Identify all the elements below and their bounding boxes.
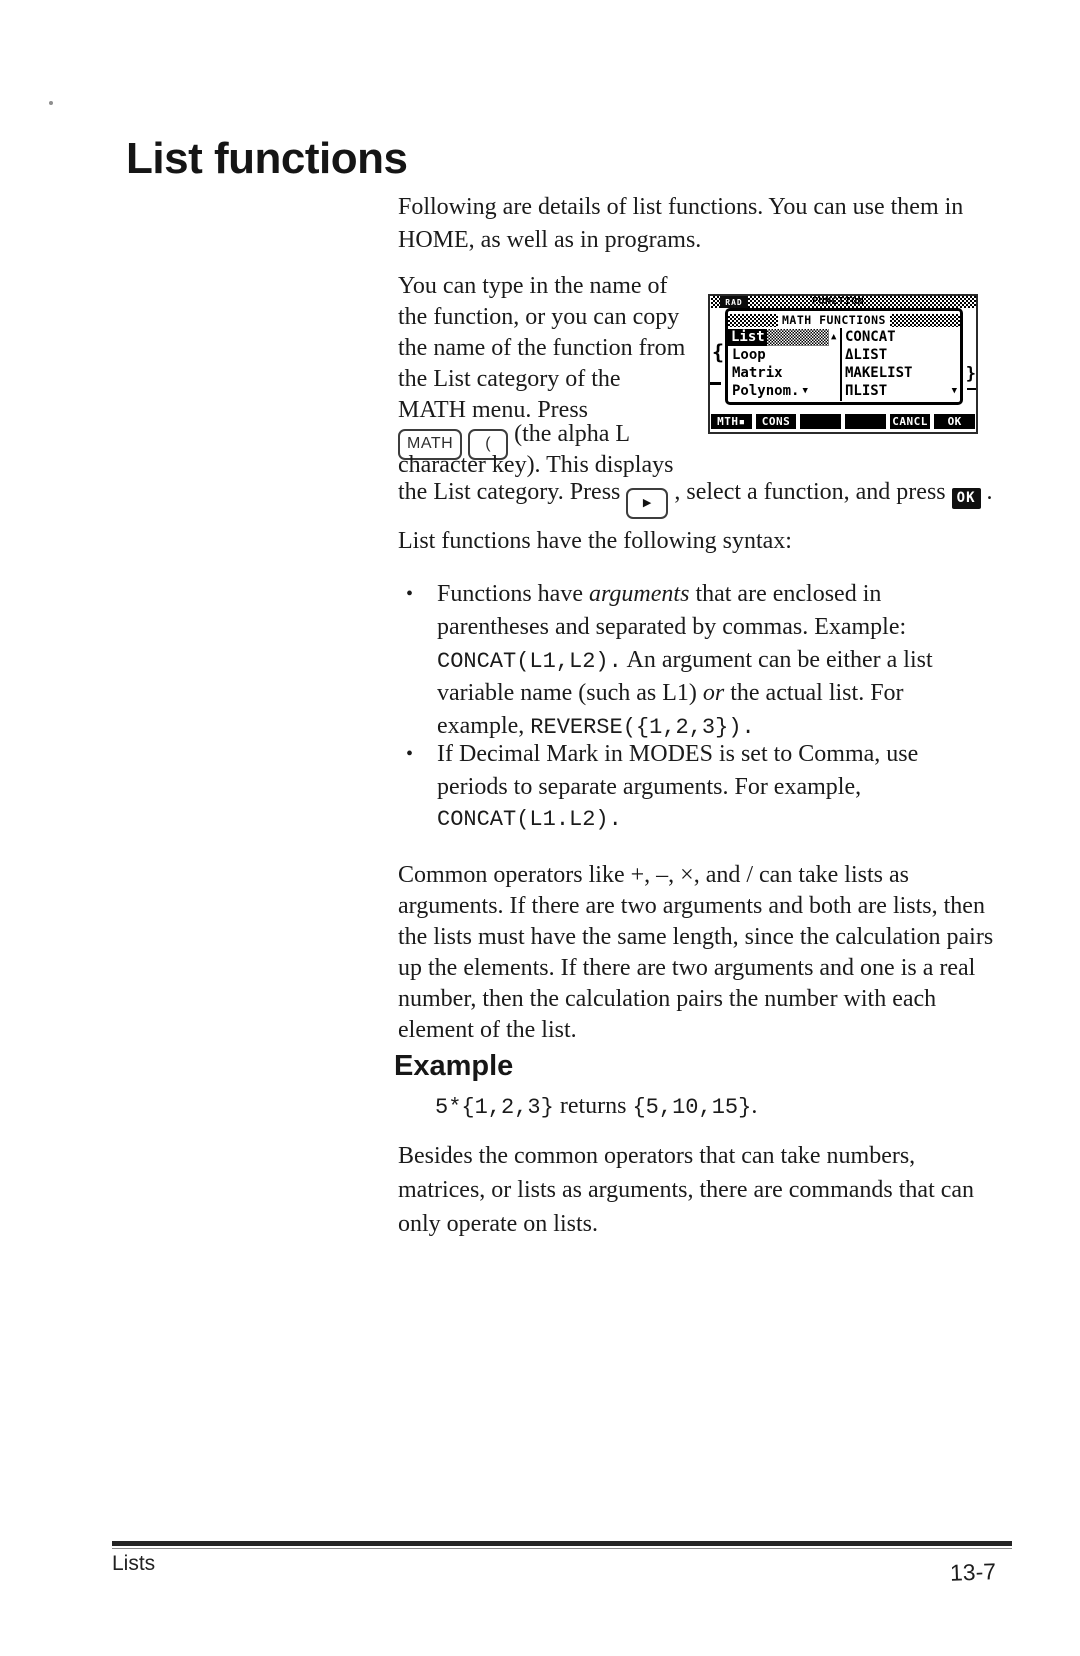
calc-status-row [710, 296, 976, 308]
bullet2-line: If Decimal Mark in MODES is set to Comma, use [437, 741, 919, 767]
final-line-end: . [986, 479, 993, 505]
category-item-selected [728, 328, 840, 346]
function-item [842, 382, 960, 400]
bullet1-line: parentheses and separated by commas. Example: [437, 614, 907, 640]
menu-key-blank [845, 414, 886, 429]
page-title: List functions [126, 134, 408, 183]
body-line: character key). This displays [398, 452, 674, 478]
scroll-up-icon: ▲ [831, 331, 837, 342]
category-label: Loop [732, 347, 766, 363]
operators-line: up the elements. If there are two arguments and one is a real [398, 955, 976, 981]
bullet1-italic: arguments [588, 581, 690, 607]
background-left-dash [710, 382, 721, 385]
footer-chapter-label: Lists [112, 1552, 156, 1575]
footer-page-number: 13-7 [949, 1558, 997, 1586]
bullet1-italic: or [702, 680, 725, 706]
intro-line: HOME, as well as in programs. [398, 227, 702, 253]
code-example-input: 5*{1,2,3} [435, 1095, 554, 1120]
body-line: MATH menu. Press [398, 397, 588, 423]
category-item [728, 346, 840, 364]
code-example-output: {5,10,15} [632, 1095, 752, 1120]
operators-line: arguments. If there are two arguments and both are lists, then [398, 893, 985, 919]
code-concat: CONCAT(L1,L2). [437, 649, 622, 674]
bullet-marker: • [406, 583, 414, 605]
function-column [842, 328, 960, 401]
category-column [728, 328, 840, 401]
category-item [728, 364, 840, 382]
category-label: Matrix [732, 365, 783, 381]
status-dither-strip [748, 296, 976, 308]
bullet1-line [437, 580, 881, 608]
operators-line: number, then the calculation pairs the number with each [398, 986, 937, 1012]
example-returns: returns [553, 1093, 633, 1119]
background-right-brace: } [965, 364, 976, 384]
example-line [435, 1092, 757, 1122]
math-functions-dialog [725, 308, 963, 405]
dialog-body [728, 328, 960, 401]
dialog-title: MATH FUNCTIONS [782, 312, 886, 327]
closing-line: matrices, or lists as arguments, there are commands that can [398, 1177, 975, 1203]
code-reverse: REVERSE({1,2,3}). [530, 715, 755, 740]
operators-line: the lists must have the same length, since the calculation pairs [398, 924, 994, 950]
background-app-title: FUNCTION [812, 296, 865, 307]
function-item [842, 346, 960, 364]
example-period: . [751, 1093, 758, 1119]
dither-block [711, 296, 720, 308]
right-arrow-keycap: ▶ [626, 488, 668, 519]
ok-menu-key-badge: OK [952, 488, 981, 509]
function-label: ΠLIST [845, 383, 888, 399]
function-item [842, 328, 960, 346]
bullet1-text: variable name (such as L1) [437, 680, 703, 706]
bullet1-line [437, 712, 755, 742]
bullet2-line: periods to separate arguments. For example, [437, 774, 862, 800]
body-line: the name of the function from [398, 335, 686, 361]
footer-rule-thin [112, 1548, 1012, 1549]
scan-speck [49, 101, 53, 105]
menu-key-cons: CONS [756, 414, 797, 429]
title-dither-right [890, 314, 960, 327]
category-label: List [731, 329, 765, 345]
syntax-intro: List functions have the following syntax: [398, 528, 792, 554]
code-concat-period: CONCAT(L1.L2). [437, 807, 622, 832]
footer-rule [112, 1541, 1012, 1546]
category-item [728, 382, 840, 400]
final-line-start: the List category. Press [398, 479, 627, 505]
closing-line: only operate on lists. [398, 1211, 598, 1237]
category-label: Polynom. [732, 383, 800, 399]
bullet1-line [437, 646, 933, 676]
function-label: CONCAT [845, 329, 896, 345]
open-paren-keycap: ( [468, 429, 508, 460]
operators-line: element of the list. [398, 1017, 577, 1043]
bullet-marker: • [406, 743, 414, 765]
body-line-with-keys [398, 478, 993, 519]
scroll-down-icon: ▼ [951, 385, 957, 396]
math-keycap: MATH [398, 429, 462, 460]
intro-line: Following are details of list functions. You can use them in [398, 194, 964, 220]
bullet1-text: example, [437, 713, 531, 739]
bullet1-text: Functions have [437, 581, 589, 607]
rad-annunciator: RAD [720, 296, 748, 308]
bullet1-text: An argument can be either a list [621, 647, 933, 673]
keycap-line-text: (the alpha L [514, 421, 631, 447]
background-left-brace: { [712, 340, 725, 364]
bullet1-text: that are enclosed in [689, 581, 882, 607]
operators-line: Common operators like +, –, ×, and / can take lists as [398, 862, 909, 888]
body-line: the List category of the [398, 366, 621, 392]
title-dither-left [728, 314, 778, 327]
menu-key-cancl: CANCL [890, 414, 931, 429]
menu-key-mth: MTH▪ [711, 414, 752, 429]
function-item [842, 364, 960, 382]
dialog-title-row [728, 311, 960, 328]
calculator-screenshot [708, 294, 978, 434]
menu-key-blank [800, 414, 841, 429]
selection-dither [767, 329, 829, 346]
bullet1-line [437, 679, 904, 707]
final-line-mid: , select a function, and press [674, 479, 952, 505]
body-line: the function, or you can copy [398, 304, 680, 330]
bullet1-text: the actual list. For [724, 680, 904, 706]
closing-line: Besides the common operators that can take numbers, [398, 1143, 916, 1169]
function-label: MAKELIST [845, 365, 913, 381]
background-right-dash [967, 388, 976, 390]
menu-key-ok: OK [934, 414, 975, 429]
scroll-down-icon: ▼ [802, 385, 808, 396]
function-label: ΔLIST [845, 347, 888, 363]
selection-highlight [728, 329, 829, 346]
example-heading: Example [394, 1050, 514, 1082]
soft-menu-row [711, 414, 975, 429]
body-line: You can type in the name of [398, 273, 668, 299]
